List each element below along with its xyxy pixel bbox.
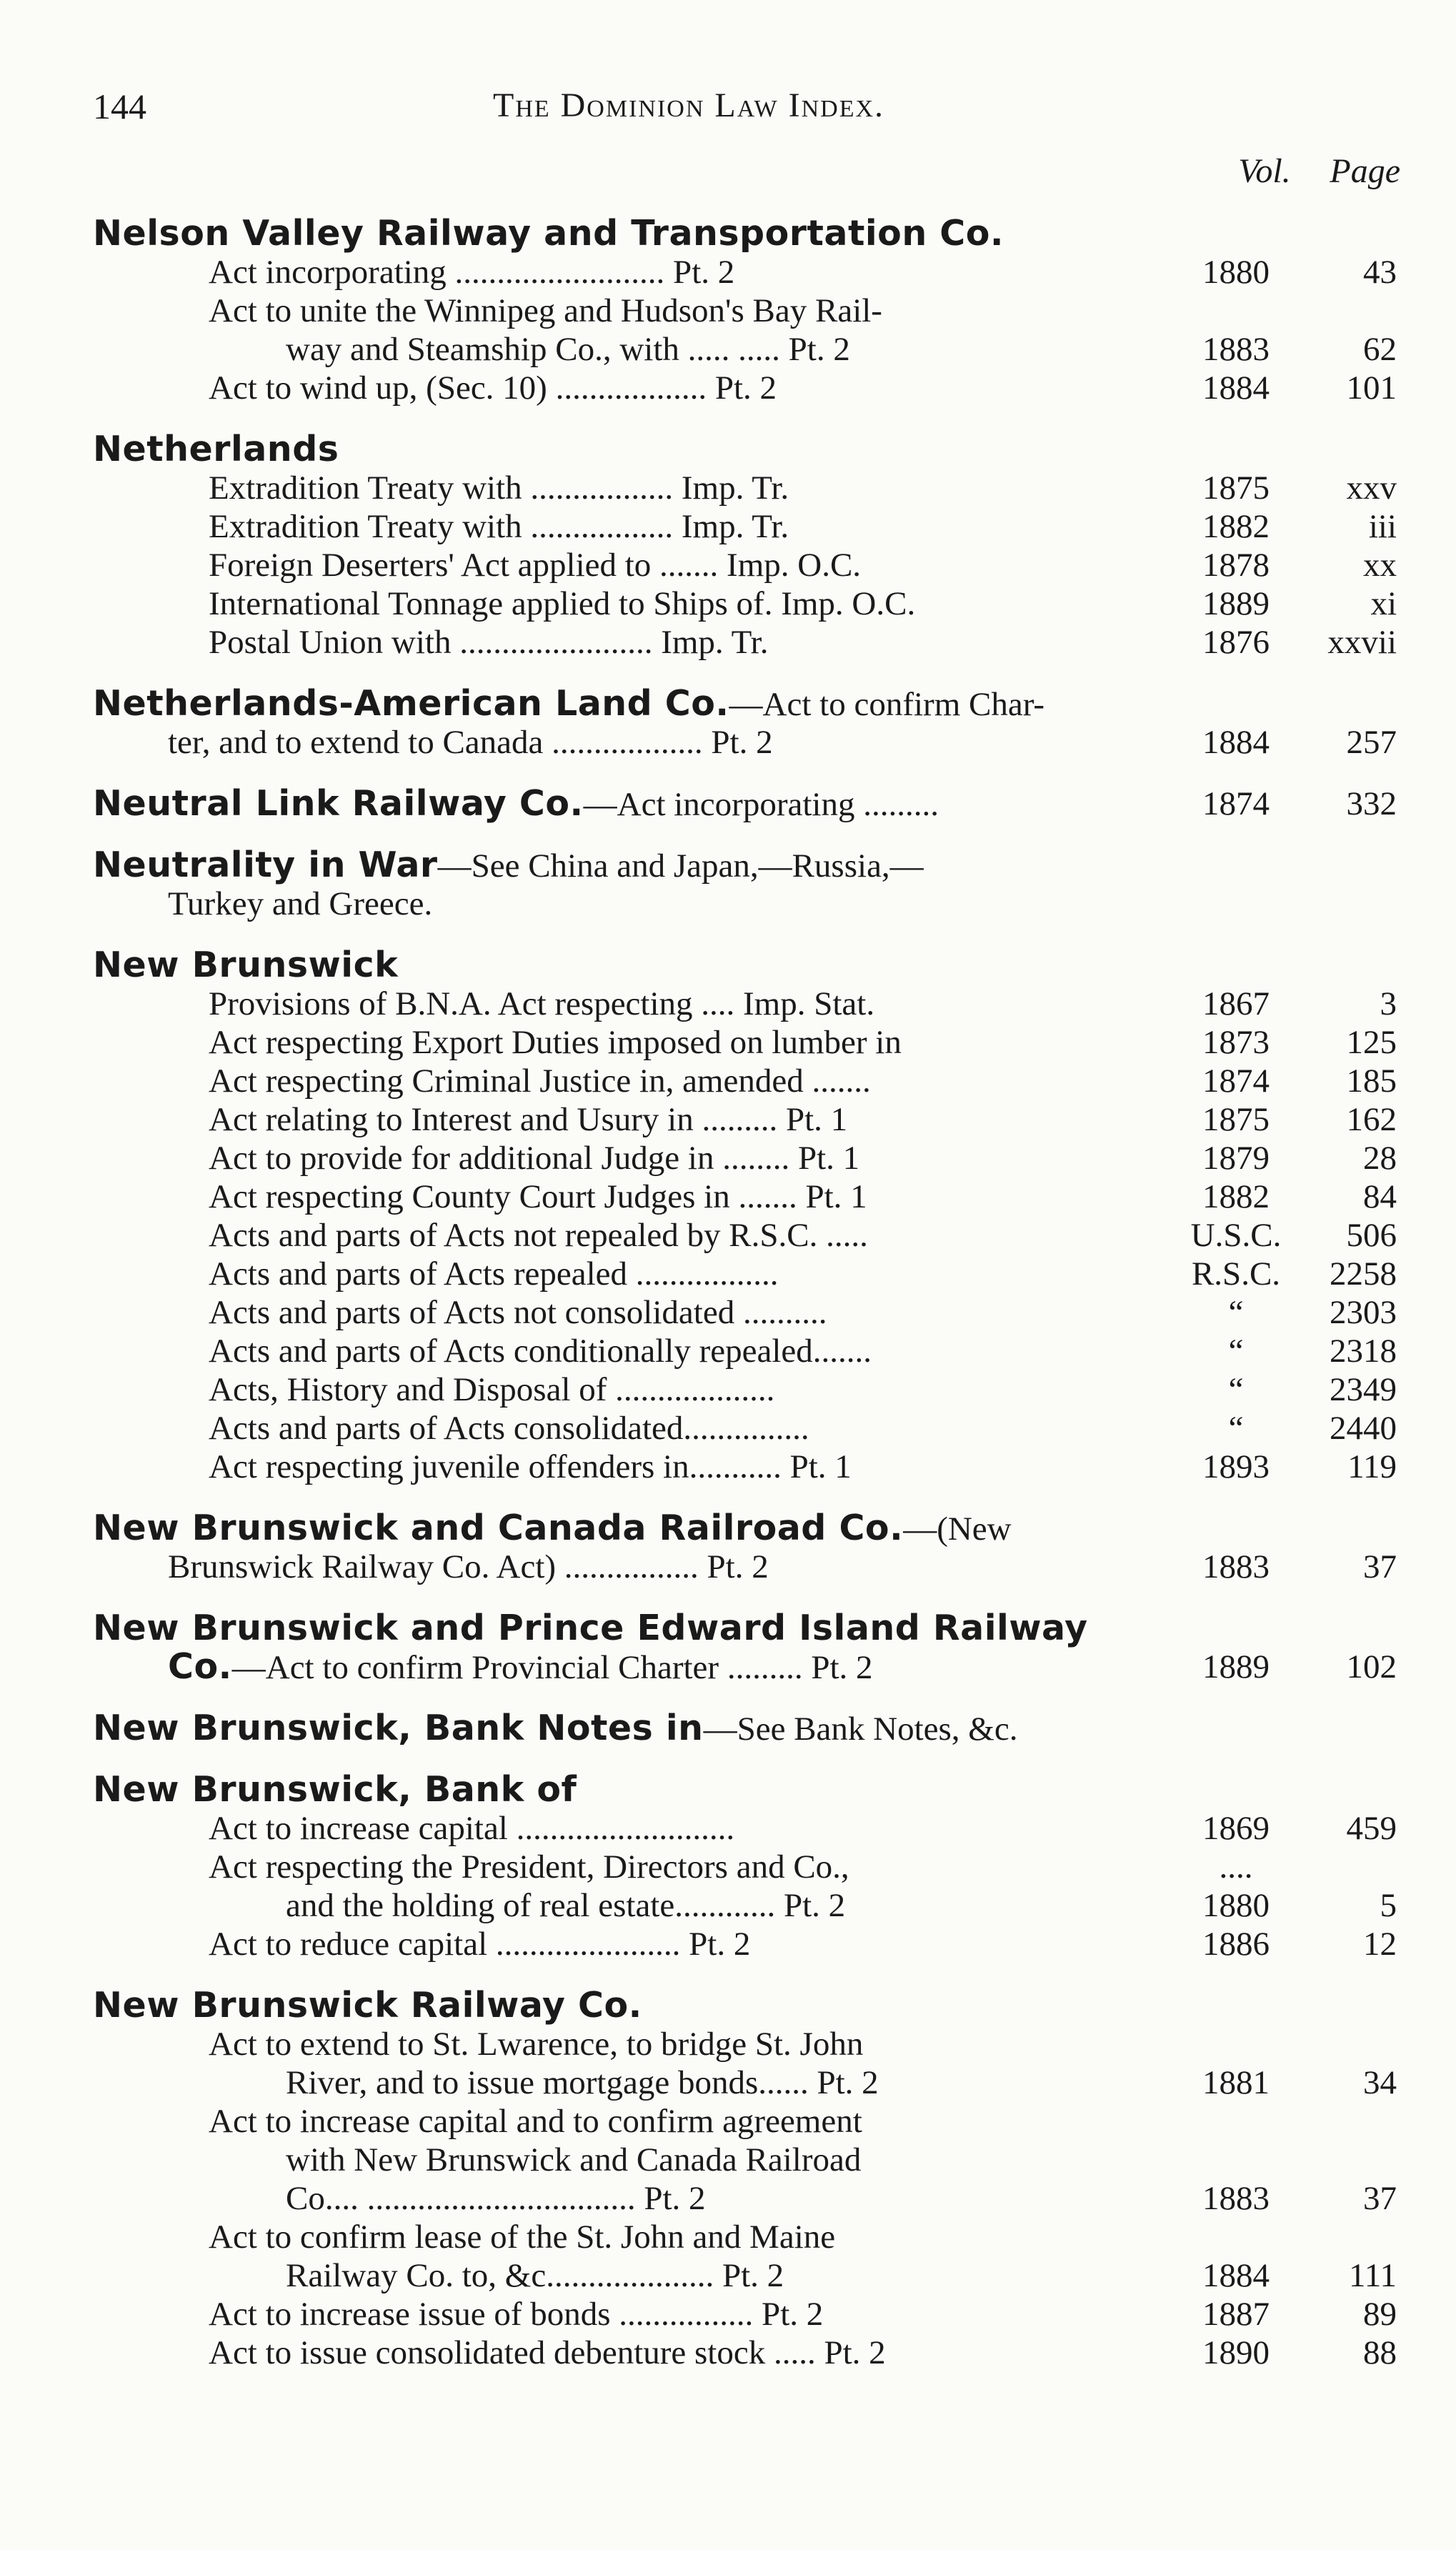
entry-line [0, 1448, 1456, 1486]
entry-line [0, 2179, 1456, 2218]
page-number-cell: 89 [1363, 2296, 1397, 2333]
column-headings [0, 151, 1456, 201]
entry-line [0, 1293, 1456, 1332]
entry-line-body: Act to issue consolidated debenture stock ..... Pt. 2 [209, 2334, 886, 2371]
entry-heading-line [0, 1609, 1456, 1648]
entry-line-body: and the holding of real estate............ Pt. 2 [286, 1887, 846, 1924]
volume-year: 1874 [1202, 785, 1270, 822]
volume-year: 1884 [1202, 369, 1270, 407]
entry-line-text [209, 1255, 779, 1293]
entry-line-body: Acts and parts of Acts consolidated............... [209, 1410, 809, 1447]
index-entries [0, 214, 1456, 2395]
entry-line-body: Acts and parts of Acts repealed ................. [209, 1255, 779, 1293]
volume-year: 1883 [1202, 331, 1270, 368]
entry-line-text [168, 885, 432, 923]
volume-year: 1875 [1202, 1101, 1270, 1138]
volume-year: 1890 [1202, 2334, 1270, 2371]
entry-heading: New Brunswick, Bank Notes in [93, 1708, 704, 1748]
entry-line-text [209, 985, 874, 1023]
page-number-cell: 28 [1363, 1140, 1397, 1177]
entry-line [0, 469, 1456, 507]
volume-year: “ [1228, 1333, 1244, 1370]
entry-line-body: Act respecting County Court Judges in ....... Pt. 1 [209, 1178, 867, 1215]
page-number: 144 [93, 86, 146, 126]
entry-line-text [168, 723, 773, 762]
entry-line-body: Act respecting the President, Directors and Co., [209, 1848, 849, 1886]
entry-line-body: ter, and to extend to Canada .................. Pt. 2 [168, 724, 773, 761]
volume-year: 1884 [1202, 2257, 1270, 2294]
page-number-cell: 88 [1363, 2334, 1397, 2371]
entry-line [0, 584, 1456, 623]
entry-heading-line [0, 946, 1456, 985]
entry-heading-text [93, 846, 924, 885]
page-number-cell: 2318 [1330, 1333, 1397, 1370]
volume-year: “ [1228, 1294, 1244, 1331]
page-number-cell: 332 [1346, 785, 1397, 822]
entry-line-text [209, 1370, 774, 1409]
entry-line-body: Extradition Treaty with ................. Imp. Tr. [209, 508, 789, 545]
entry-line-text [209, 469, 789, 507]
entry-line-body: with New Brunswick and Canada Railroad [286, 2141, 862, 2178]
page-number-cell: 506 [1346, 1217, 1397, 1254]
entry-heading-rest: —Act to confirm Char- [729, 686, 1045, 723]
entry-line-body: Brunswick Railway Co. Act) ................ Pt. 2 [168, 1548, 769, 1585]
volume-year: 1889 [1202, 1648, 1270, 1685]
page-number-cell: 257 [1346, 724, 1397, 761]
entry-line [0, 985, 1456, 1023]
entry-heading: New Brunswick and Canada Railroad Co. [93, 1508, 904, 1548]
entry-line-text [209, 2295, 823, 2334]
entry-line-body: Postal Union with ....................... Imp. Tr. [209, 624, 769, 661]
entry-line-body: Acts, History and Disposal of ................... [209, 1371, 775, 1408]
volume-year: 1884 [1202, 724, 1270, 761]
entry-line [0, 1255, 1456, 1293]
page-number-cell: 37 [1363, 1548, 1397, 1585]
page-number-cell: 185 [1346, 1062, 1397, 1100]
volume-year: 1889 [1202, 585, 1270, 622]
volume-year: 1882 [1202, 1178, 1270, 1215]
entry-line [0, 1023, 1456, 1062]
page-number-cell: xi [1370, 585, 1397, 622]
volume-year: 1876 [1202, 624, 1270, 661]
entry-heading-text [93, 946, 398, 985]
page-number-cell: 162 [1346, 1101, 1397, 1138]
entry-heading-line [0, 684, 1456, 723]
entry-heading-text [93, 214, 1004, 254]
volume-year: 1869 [1202, 1810, 1270, 1847]
entry-line-text [209, 1925, 750, 1963]
volume-year: 1878 [1202, 547, 1270, 584]
volume-year: 1881 [1202, 2064, 1270, 2101]
page-number-cell: 12 [1363, 1926, 1397, 1963]
entry-line-text [209, 2218, 835, 2256]
running-title: The Dominion Law Index. [493, 86, 885, 124]
entry-heading-line [0, 430, 1456, 469]
entry-heading-line [0, 1509, 1456, 1548]
volume-year: 1880 [1202, 254, 1270, 291]
entry-line-body: Act to increase capital and to confirm agreement [209, 2103, 862, 2140]
entry-line [0, 885, 1456, 923]
entry-line-text [286, 2179, 706, 2218]
entry-line-body: Co.... ................................ Pt. 2 [286, 2180, 706, 2217]
entry-line-text [209, 1809, 734, 1848]
volume-year: R.S.C. [1191, 1255, 1281, 1293]
entry-line-body: Act relating to Interest and Usury in ......... Pt. 1 [209, 1101, 848, 1138]
volume-year: 1887 [1202, 2296, 1270, 2333]
entry-line-body: Turkey and Greece. [168, 885, 433, 922]
index-entry [0, 946, 1456, 1486]
entry-line [0, 1409, 1456, 1448]
page-number-cell: xx [1363, 547, 1397, 584]
entry-line [0, 1332, 1456, 1370]
entry-line-text [286, 330, 850, 369]
entry-heading-text [93, 430, 339, 469]
page-number-cell: 2349 [1330, 1371, 1397, 1408]
index-entry [0, 430, 1456, 662]
page-number-cell: 3 [1380, 985, 1397, 1022]
page-number-cell: xxv [1346, 469, 1397, 507]
index-entry [0, 1709, 1456, 1748]
entry-line [0, 2025, 1456, 2063]
entry-heading-rest: —See China and Japan,—Russia,— [437, 847, 924, 885]
page-number-cell: 111 [1348, 2257, 1397, 2294]
entry-line-body: Act to increase issue of bonds ................ Pt. 2 [209, 2296, 824, 2333]
entry-line [0, 2102, 1456, 2141]
index-entry [0, 684, 1456, 762]
entry-line [0, 1062, 1456, 1100]
entry-line-body: Act respecting Export Duties imposed on lumber in [209, 1024, 902, 1061]
volume-year: 1883 [1202, 2180, 1270, 2217]
entry-line-text [209, 623, 768, 662]
entry-line-body: Act to wind up, (Sec. 10) .................. Pt. 2 [209, 369, 777, 407]
page-number-cell: 125 [1346, 1024, 1397, 1061]
index-entry [0, 1609, 1456, 1686]
page-number-cell: 2440 [1330, 1410, 1397, 1447]
volume-year: 1880 [1202, 1887, 1270, 1924]
page-number-cell: 37 [1363, 2180, 1397, 2217]
entry-line-body: Act incorporating ......................... Pt. 2 [209, 254, 735, 291]
page-number-cell: 84 [1363, 1178, 1397, 1215]
entry-line-text [286, 2256, 784, 2295]
page-number-cell: 2258 [1330, 1255, 1397, 1293]
index-entry [0, 846, 1456, 923]
column-heading-vol: Vol. [1238, 152, 1291, 190]
entry-line-text [209, 1177, 867, 1216]
entry-line [0, 2256, 1456, 2295]
page-number-cell: 2303 [1330, 1294, 1397, 1331]
volume-year: “ [1228, 1410, 1244, 1447]
entry-line [0, 1548, 1456, 1586]
entry-heading-text [93, 1709, 1017, 1748]
entry-line [0, 623, 1456, 662]
entry-heading-line [0, 1770, 1456, 1809]
entry-line [0, 2063, 1456, 2102]
entry-heading-line [0, 1986, 1456, 2025]
entry-heading-text [93, 785, 939, 824]
entry-heading-line [0, 214, 1456, 253]
volume-year: 1879 [1202, 1140, 1270, 1177]
entry-line-body: Act to unite the Winnipeg and Hudson's Bay Rail- [209, 292, 882, 329]
entry-heading-line [0, 785, 1456, 823]
entry-heading: Netherlands [93, 429, 339, 469]
entry-line [0, 1886, 1456, 1925]
entry-line-text [209, 2102, 862, 2141]
index-entry [0, 785, 1456, 823]
entry-heading-text [93, 1986, 642, 2026]
entry-line-body: Act to reduce capital ...................... Pt. 2 [209, 1926, 751, 1963]
entry-heading: Neutrality in War [93, 845, 438, 885]
entry-line-body: —Act to confirm Provincial Charter ......... Pt. 2 [231, 1649, 873, 1686]
volume-year: U.S.C. [1190, 1217, 1282, 1254]
entry-line-text [209, 2025, 863, 2063]
entry-line-body: Act to confirm lease of the St. John and Maine [209, 2218, 836, 2256]
entry-heading: Nelson Valley Railway and Transportation Co. [93, 213, 1004, 254]
entry-heading: New Brunswick [93, 945, 399, 985]
entry-line-text [209, 292, 882, 330]
entry-line-text [209, 507, 789, 546]
volume-year: 1873 [1202, 1024, 1270, 1061]
entry-line-text [209, 546, 861, 584]
entry-line-text [209, 369, 777, 407]
entry-line-text [209, 1848, 849, 1886]
entry-line-text [209, 253, 734, 292]
entry-heading-text [93, 1770, 577, 1810]
entry-line-text [286, 2063, 879, 2102]
entry-line-text [209, 1448, 852, 1486]
entry-heading-line [0, 846, 1456, 885]
entry-line [0, 1370, 1456, 1409]
page-number-cell: 62 [1363, 331, 1397, 368]
entry-heading-text [93, 1609, 1088, 1648]
entry-line [0, 2295, 1456, 2334]
page-number-cell: 101 [1346, 369, 1397, 407]
entry-line-body: International Tonnage applied to Ships of. Imp. O.C. [209, 585, 916, 622]
entry-line [0, 1139, 1456, 1177]
entry-line-body: Extradition Treaty with ................. Imp. Tr. [209, 469, 789, 507]
volume-year: 1883 [1202, 1548, 1270, 1585]
entry-heading: New Brunswick Railway Co. [93, 1985, 642, 2026]
entry-line-body: Railway Co. to, &c.................... Pt. 2 [286, 2257, 784, 2294]
volume-year: 1874 [1202, 1062, 1270, 1100]
entry-line [0, 1177, 1456, 1216]
entry-line-body: Act to increase capital .......................... [209, 1810, 735, 1847]
entry-line-text [168, 1548, 769, 1586]
volume-year: 1886 [1202, 1926, 1270, 1963]
entry-line-body: Acts and parts of Acts not consolidated .......... [209, 1294, 827, 1331]
page-number-cell: 34 [1363, 2064, 1397, 2101]
entry-line-body: Acts and parts of Acts conditionally repealed....... [209, 1333, 872, 1370]
volume-year: .... [1219, 1848, 1253, 1886]
entry-heading-rest: —See Bank Notes, &c. [703, 1710, 1018, 1748]
entry-line-text [168, 1648, 873, 1687]
entry-heading-rest: —Act incorporating ......... [583, 786, 939, 823]
entry-line [0, 1809, 1456, 1848]
entry-heading: New Brunswick, Bank of [93, 1769, 577, 1810]
entry-heading-text [93, 1509, 1012, 1548]
entry-line-body: Acts and parts of Acts not repealed by R.S.C. ..... [209, 1217, 868, 1254]
volume-year: 1875 [1202, 469, 1270, 507]
volume-year: 1893 [1202, 1448, 1270, 1485]
entry-line-text [209, 2334, 886, 2372]
index-entry [0, 1509, 1456, 1586]
entry-line-body: way and Steamship Co., with ..... ..... Pt. 2 [286, 331, 850, 368]
entry-line-text [286, 1886, 845, 1925]
entry-line-body: River, and to issue mortgage bonds...... Pt. 2 [286, 2064, 879, 2101]
entry-heading-line [0, 1709, 1456, 1748]
page-number-cell: 119 [1347, 1448, 1397, 1485]
index-entry [0, 214, 1456, 407]
entry-line-text [209, 1293, 827, 1332]
entry-line [0, 507, 1456, 546]
entry-line-body: Act to provide for additional Judge in ........ Pt. 1 [209, 1140, 860, 1177]
entry-line-text [209, 1062, 871, 1100]
entry-line-text [209, 1023, 902, 1062]
entry-line [0, 292, 1456, 330]
index-entry [0, 1770, 1456, 1963]
entry-line [0, 253, 1456, 292]
page-number-cell: xxvii [1327, 624, 1397, 661]
entry-line-text [209, 584, 915, 623]
entry-line-text [209, 1332, 872, 1370]
entry-line-body: Act respecting Criminal Justice in, amended ....... [209, 1062, 871, 1100]
page-number-cell: 459 [1346, 1810, 1397, 1847]
entry-line [0, 723, 1456, 762]
entry-heading-rest: —(New [903, 1510, 1012, 1548]
entry-line [0, 1100, 1456, 1139]
entry-line-text [209, 1409, 809, 1448]
entry-line [0, 1925, 1456, 1963]
entry-line-text [209, 1216, 868, 1255]
entry-line-text [209, 1100, 847, 1139]
page-number-cell: 43 [1363, 254, 1397, 291]
volume-year: “ [1228, 1371, 1244, 1408]
entry-line-body: Provisions of B.N.A. Act respecting .... Imp. Stat. [209, 985, 875, 1022]
page-number-cell: 5 [1380, 1887, 1397, 1924]
entry-heading-continued: Co. [168, 1646, 232, 1687]
entry-line [0, 1848, 1456, 1886]
page-number-cell: iii [1368, 508, 1397, 545]
page-number-cell: 102 [1346, 1648, 1397, 1685]
entry-line-text [286, 2141, 861, 2179]
entry-line [0, 2334, 1456, 2372]
entry-line-body: Act to extend to St. Lwarence, to bridge St. John [209, 2026, 864, 2063]
entry-heading: New Brunswick and Prince Edward Island Railway [93, 1608, 1088, 1648]
entry-line-body: Foreign Deserters' Act applied to ....... Imp. O.C. [209, 547, 862, 584]
entry-heading: Neutral Link Railway Co. [93, 783, 584, 824]
entry-heading: Netherlands-American Land Co. [93, 683, 729, 724]
volume-year: 1882 [1202, 508, 1270, 545]
entry-line [0, 1648, 1456, 1686]
entry-line-body: Act respecting juvenile offenders in........... Pt. 1 [209, 1448, 852, 1485]
volume-year: 1867 [1202, 985, 1270, 1022]
column-heading-page: Page [1330, 152, 1400, 190]
index-entry [0, 1986, 1456, 2372]
entry-line [0, 2218, 1456, 2256]
entry-line [0, 369, 1456, 407]
entry-line [0, 1216, 1456, 1255]
entry-line [0, 2141, 1456, 2179]
entry-line-text [209, 1139, 859, 1177]
entry-line [0, 330, 1456, 369]
entry-heading-text [93, 684, 1044, 724]
entry-line [0, 546, 1456, 584]
page-header [93, 86, 1372, 143]
